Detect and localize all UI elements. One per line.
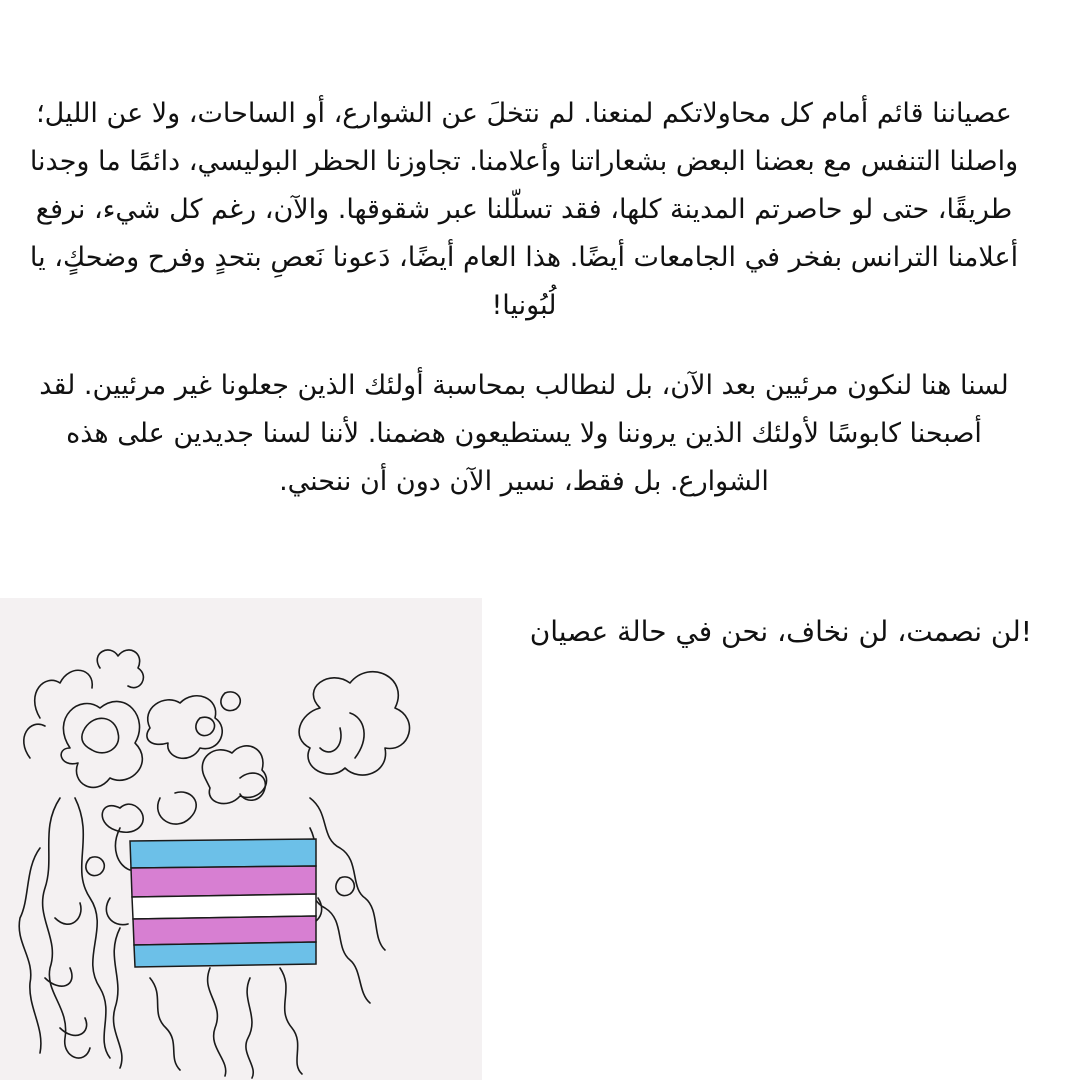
paragraph-defiance: عصياننا قائم أمام كل محاولاتكم لمنعنا. لم نتخلَ عن الشوارع، أو الساحات، ولا عن الليل؛ واصلنا التنفس مع بعضنا البعض بشعاراتنا وأعلامنا. تجاوزنا الحظر البوليسي، دائمًا ما وجدنا طريقًا، حتى لو حاصرتم المدينة كلها، فقد تسلّلنا عبر شقوقها. والآن، رغم كل شيء، نرفع أعلامنا الترانس بفخر في الجامعات أيضًا. هذا العام أيضًا، دَعونا نَعصِ بتحدٍ وفرح وضحكٍ، يا لُبُونيا! xyxy=(29,98,1019,321)
flag-stripe-blue-top xyxy=(130,839,316,868)
slogan xyxy=(530,608,1032,656)
trans-flag xyxy=(130,839,316,967)
flag-stripe-pink-bottom xyxy=(133,916,316,945)
trans-flag-drawing xyxy=(0,598,482,1080)
flag-stripe-blue-bottom xyxy=(134,942,316,967)
protest-illustration xyxy=(0,598,482,1080)
paragraph-visibility: لسنا هنا لنكون مرئيين بعد الآن، بل لنطالب بمحاسبة أولئك الذين جعلونا غير مرئيين. لقد أصبحنا كابوسًا لأولئك الذين يروننا ولا يستطيعون هضمنا. لأننا لسنا جديدين على هذه الشوارع. بل فقط، نسير الآن دون أن ننحني. xyxy=(39,370,1009,497)
flag-stripe-white xyxy=(132,894,316,919)
slogan-text: !لن نصمت، لن نخاف، نحن في حالة عصيان xyxy=(529,615,1032,648)
flag-stripe-pink-top xyxy=(131,866,316,897)
